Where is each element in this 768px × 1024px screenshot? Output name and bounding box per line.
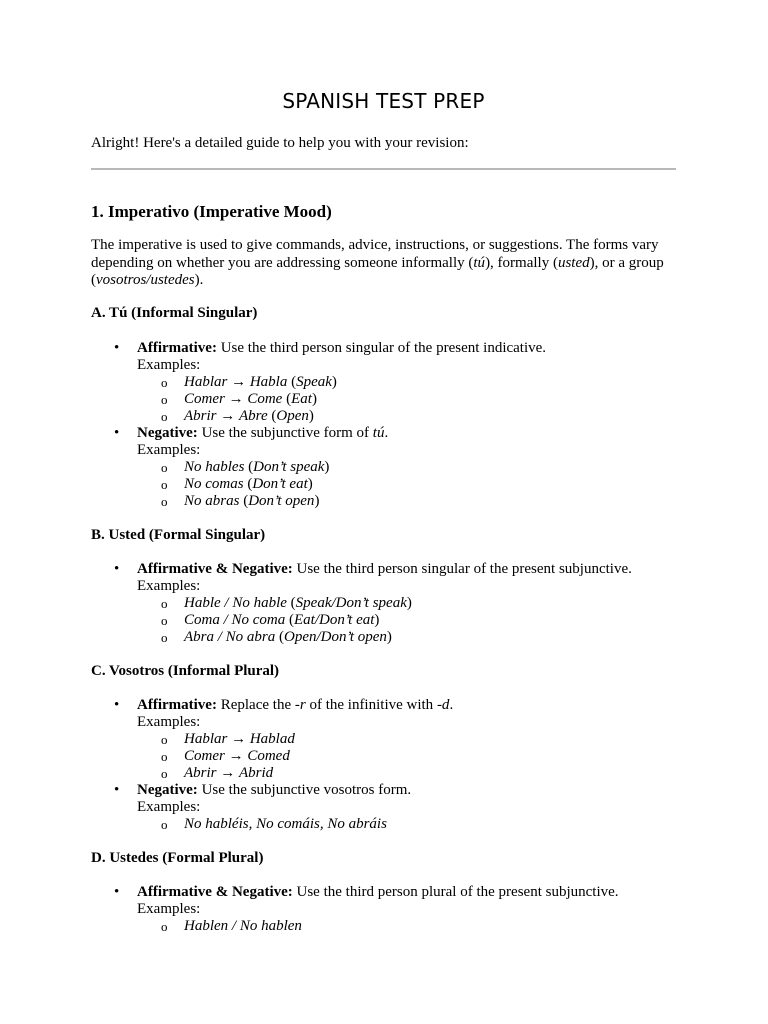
- list-item: o Coma / No coma (Eat/Don’t eat): [161, 612, 380, 628]
- circle-bullet-icon: o: [161, 817, 168, 832]
- list-item: • Affirmative & Negative: Use the third person singular of the present subjunctive.: [114, 561, 632, 577]
- arrow-icon: →: [220, 408, 236, 424]
- circle-bullet-icon: o: [161, 375, 168, 390]
- list-item: • Affirmative: Use the third person singular of the present indicative.: [114, 340, 547, 356]
- subsection-heading-usted: B. Usted (Formal Singular): [91, 527, 266, 543]
- list-item: o No comas (Don’t eat): [161, 476, 313, 492]
- circle-bullet-icon: o: [161, 477, 168, 492]
- subsection-heading-tu: A. Tú (Informal Singular): [91, 305, 258, 321]
- list-item: o Abrir → Abre (Open): [161, 408, 314, 424]
- subsection-tu-list: [91, 340, 676, 510]
- examples-label: Examples:: [137, 799, 201, 815]
- list-item: o Comer → Comed: [161, 748, 290, 764]
- circle-bullet-icon: o: [161, 613, 168, 628]
- list-item: o Comer → Come (Eat): [161, 391, 317, 407]
- examples-label: Examples:: [137, 901, 201, 917]
- subsection-heading-ustedes: D. Ustedes (Formal Plural): [91, 850, 264, 866]
- examples-label: Examples:: [137, 714, 201, 730]
- list-item: • Affirmative & Negative: Use the third person plural of the present subjunctive.: [114, 884, 619, 900]
- list-item: o Hablar → Habla (Speak): [161, 374, 337, 390]
- bullet-icon: •: [114, 340, 120, 356]
- subsection-vosotros-list: [91, 697, 676, 833]
- subsection-ustedes-list: [91, 884, 676, 935]
- arrow-icon: →: [228, 391, 244, 407]
- arrow-icon: →: [231, 731, 247, 747]
- circle-bullet-icon: o: [161, 494, 168, 509]
- bullet-icon: •: [114, 884, 120, 900]
- circle-bullet-icon: o: [161, 766, 168, 781]
- examples-label: Examples:: [137, 578, 201, 594]
- intro-text: Alright! Here's a detailed guide to help you with your revision:: [91, 135, 469, 151]
- list-item: • Negative: Use the subjunctive vosotros form.: [114, 782, 412, 798]
- subsection-usted-list: [91, 561, 676, 646]
- page-title: SPANISH TEST PREP: [282, 89, 485, 113]
- list-item: o Hablen / No hablen: [161, 918, 302, 934]
- list-item: o Hablar → Hablad: [161, 731, 295, 747]
- bullet-icon: •: [114, 561, 120, 577]
- arrow-icon: →: [231, 374, 247, 390]
- circle-bullet-icon: o: [161, 596, 168, 611]
- arrow-icon: →: [220, 765, 236, 781]
- list-item: • Negative: Use the subjunctive form of tú.: [114, 425, 389, 441]
- section-heading-imperative: 1. Imperativo (Imperative Mood): [91, 202, 332, 221]
- list-item: o Abra / No abra (Open/Don’t open): [161, 629, 392, 645]
- circle-bullet-icon: o: [161, 392, 168, 407]
- circle-bullet-icon: o: [161, 460, 168, 475]
- list-item: o No abras (Don’t open): [161, 493, 320, 509]
- circle-bullet-icon: o: [161, 749, 168, 764]
- imperative-description: The imperative is used to give commands, advice, instructions, or suggestions. The forms vary depending on whether you are addressing someone informally (tú), formally (usted), or a group (vosotros/ustedes).: [91, 237, 664, 288]
- circle-bullet-icon: o: [161, 630, 168, 645]
- bullet-icon: •: [114, 425, 120, 441]
- circle-bullet-icon: o: [161, 409, 168, 424]
- circle-bullet-icon: o: [161, 919, 168, 934]
- examples-label: Examples:: [137, 357, 201, 373]
- circle-bullet-icon: o: [161, 732, 168, 747]
- bullet-icon: •: [114, 782, 120, 798]
- subsection-heading-vosotros: C. Vosotros (Informal Plural): [91, 663, 280, 679]
- bullet-icon: •: [114, 697, 120, 713]
- examples-label: Examples:: [137, 442, 201, 458]
- arrow-icon: →: [228, 748, 244, 764]
- list-item: o Abrir → Abrid: [161, 765, 274, 781]
- list-item: o Hable / No hable (Speak/Don’t speak): [161, 595, 412, 611]
- list-item: o No hables (Don’t speak): [161, 459, 330, 475]
- horizontal-rule: [91, 168, 676, 170]
- list-item: • Affirmative: Replace the -r of the infinitive with -d.: [114, 697, 454, 713]
- list-item: o No habléis, No comáis, No abráis: [161, 816, 387, 832]
